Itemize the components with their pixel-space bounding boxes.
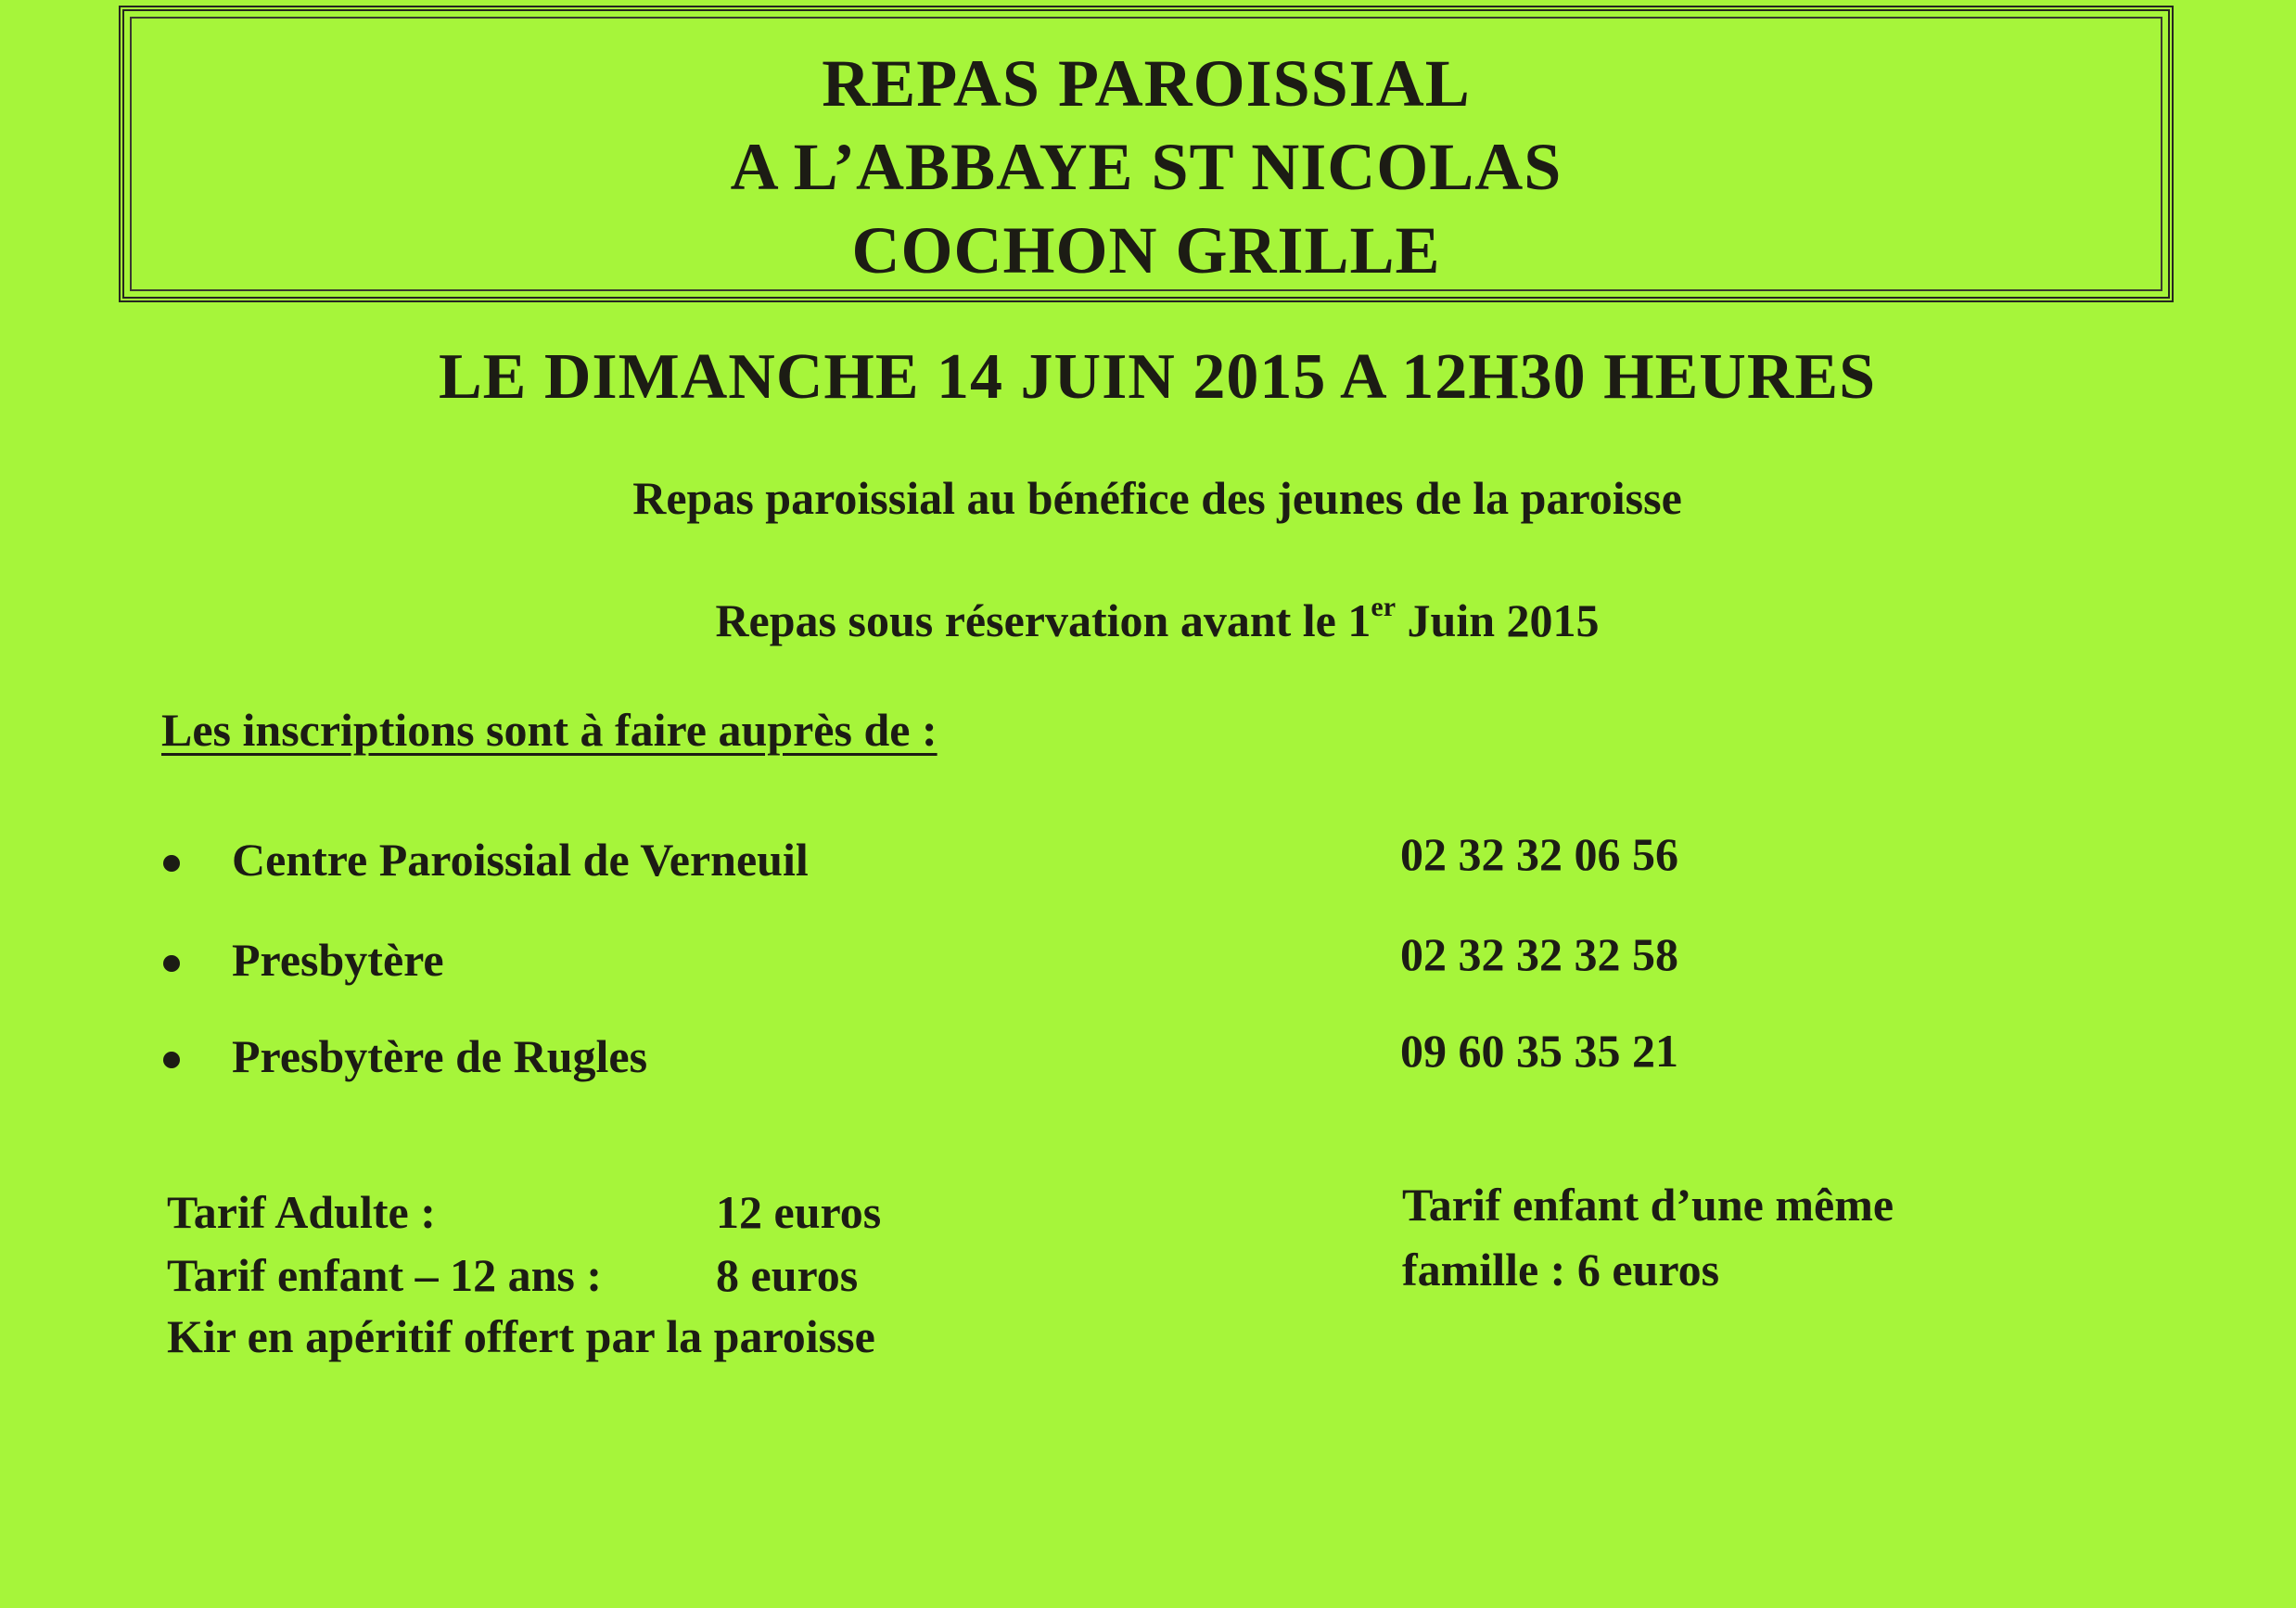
adult-price-value: 12 euros — [716, 1186, 882, 1238]
benefit-text: Repas paroissial au bénéfice des jeunes de la paroisse — [632, 472, 1682, 524]
bullet-icon — [163, 1052, 180, 1068]
event-date: LE DIMANCHE 14 JUIN 2015 A 12H30 HEURES — [438, 341, 1876, 413]
bullet-icon — [163, 855, 180, 872]
contact-phone: 02 32 32 32 58 — [1400, 928, 1678, 980]
title-box — [119, 6, 2174, 302]
reservation-before: Repas sous réservation avant le 1 — [715, 594, 1371, 646]
title-repas-paroissial: REPAS PAROISSIAL — [822, 46, 1471, 121]
reservation-after: Juin 2015 — [1396, 594, 1600, 646]
contact-row — [0, 928, 2296, 992]
child-price-value: 8 euros — [716, 1249, 859, 1301]
child-price-label: Tarif enfant – 12 ans : — [167, 1249, 603, 1301]
contact-label: Presbytère — [232, 934, 444, 986]
title-cochon-grille: COCHON GRILLE — [851, 213, 1441, 287]
contact-phone: 02 32 32 06 56 — [1400, 828, 1678, 880]
aperitif-note: Kir en apéritif offert par la paroisse — [167, 1310, 875, 1362]
bullet-icon — [163, 955, 180, 972]
title-abbaye: A L’ABBAYE ST NICOLAS — [730, 130, 1563, 204]
contact-row — [0, 828, 2296, 892]
contact-phone: 09 60 35 35 21 — [1400, 1025, 1678, 1077]
reservation-text — [0, 592, 2296, 646]
contact-label: Centre Paroissial de Verneuil — [232, 834, 809, 886]
adult-price-label: Tarif Adulte : — [167, 1186, 436, 1238]
contact-row — [0, 1025, 2296, 1089]
contact-label: Presbytère de Rugles — [232, 1030, 648, 1082]
reservation-superscript: er — [1371, 592, 1397, 622]
family-price-line1: Tarif enfant d’une même — [1402, 1179, 1894, 1231]
family-price-line2: famille : 6 euros — [1402, 1244, 1720, 1295]
inscriptions-heading: Les inscriptions sont à faire auprès de : — [161, 704, 938, 756]
